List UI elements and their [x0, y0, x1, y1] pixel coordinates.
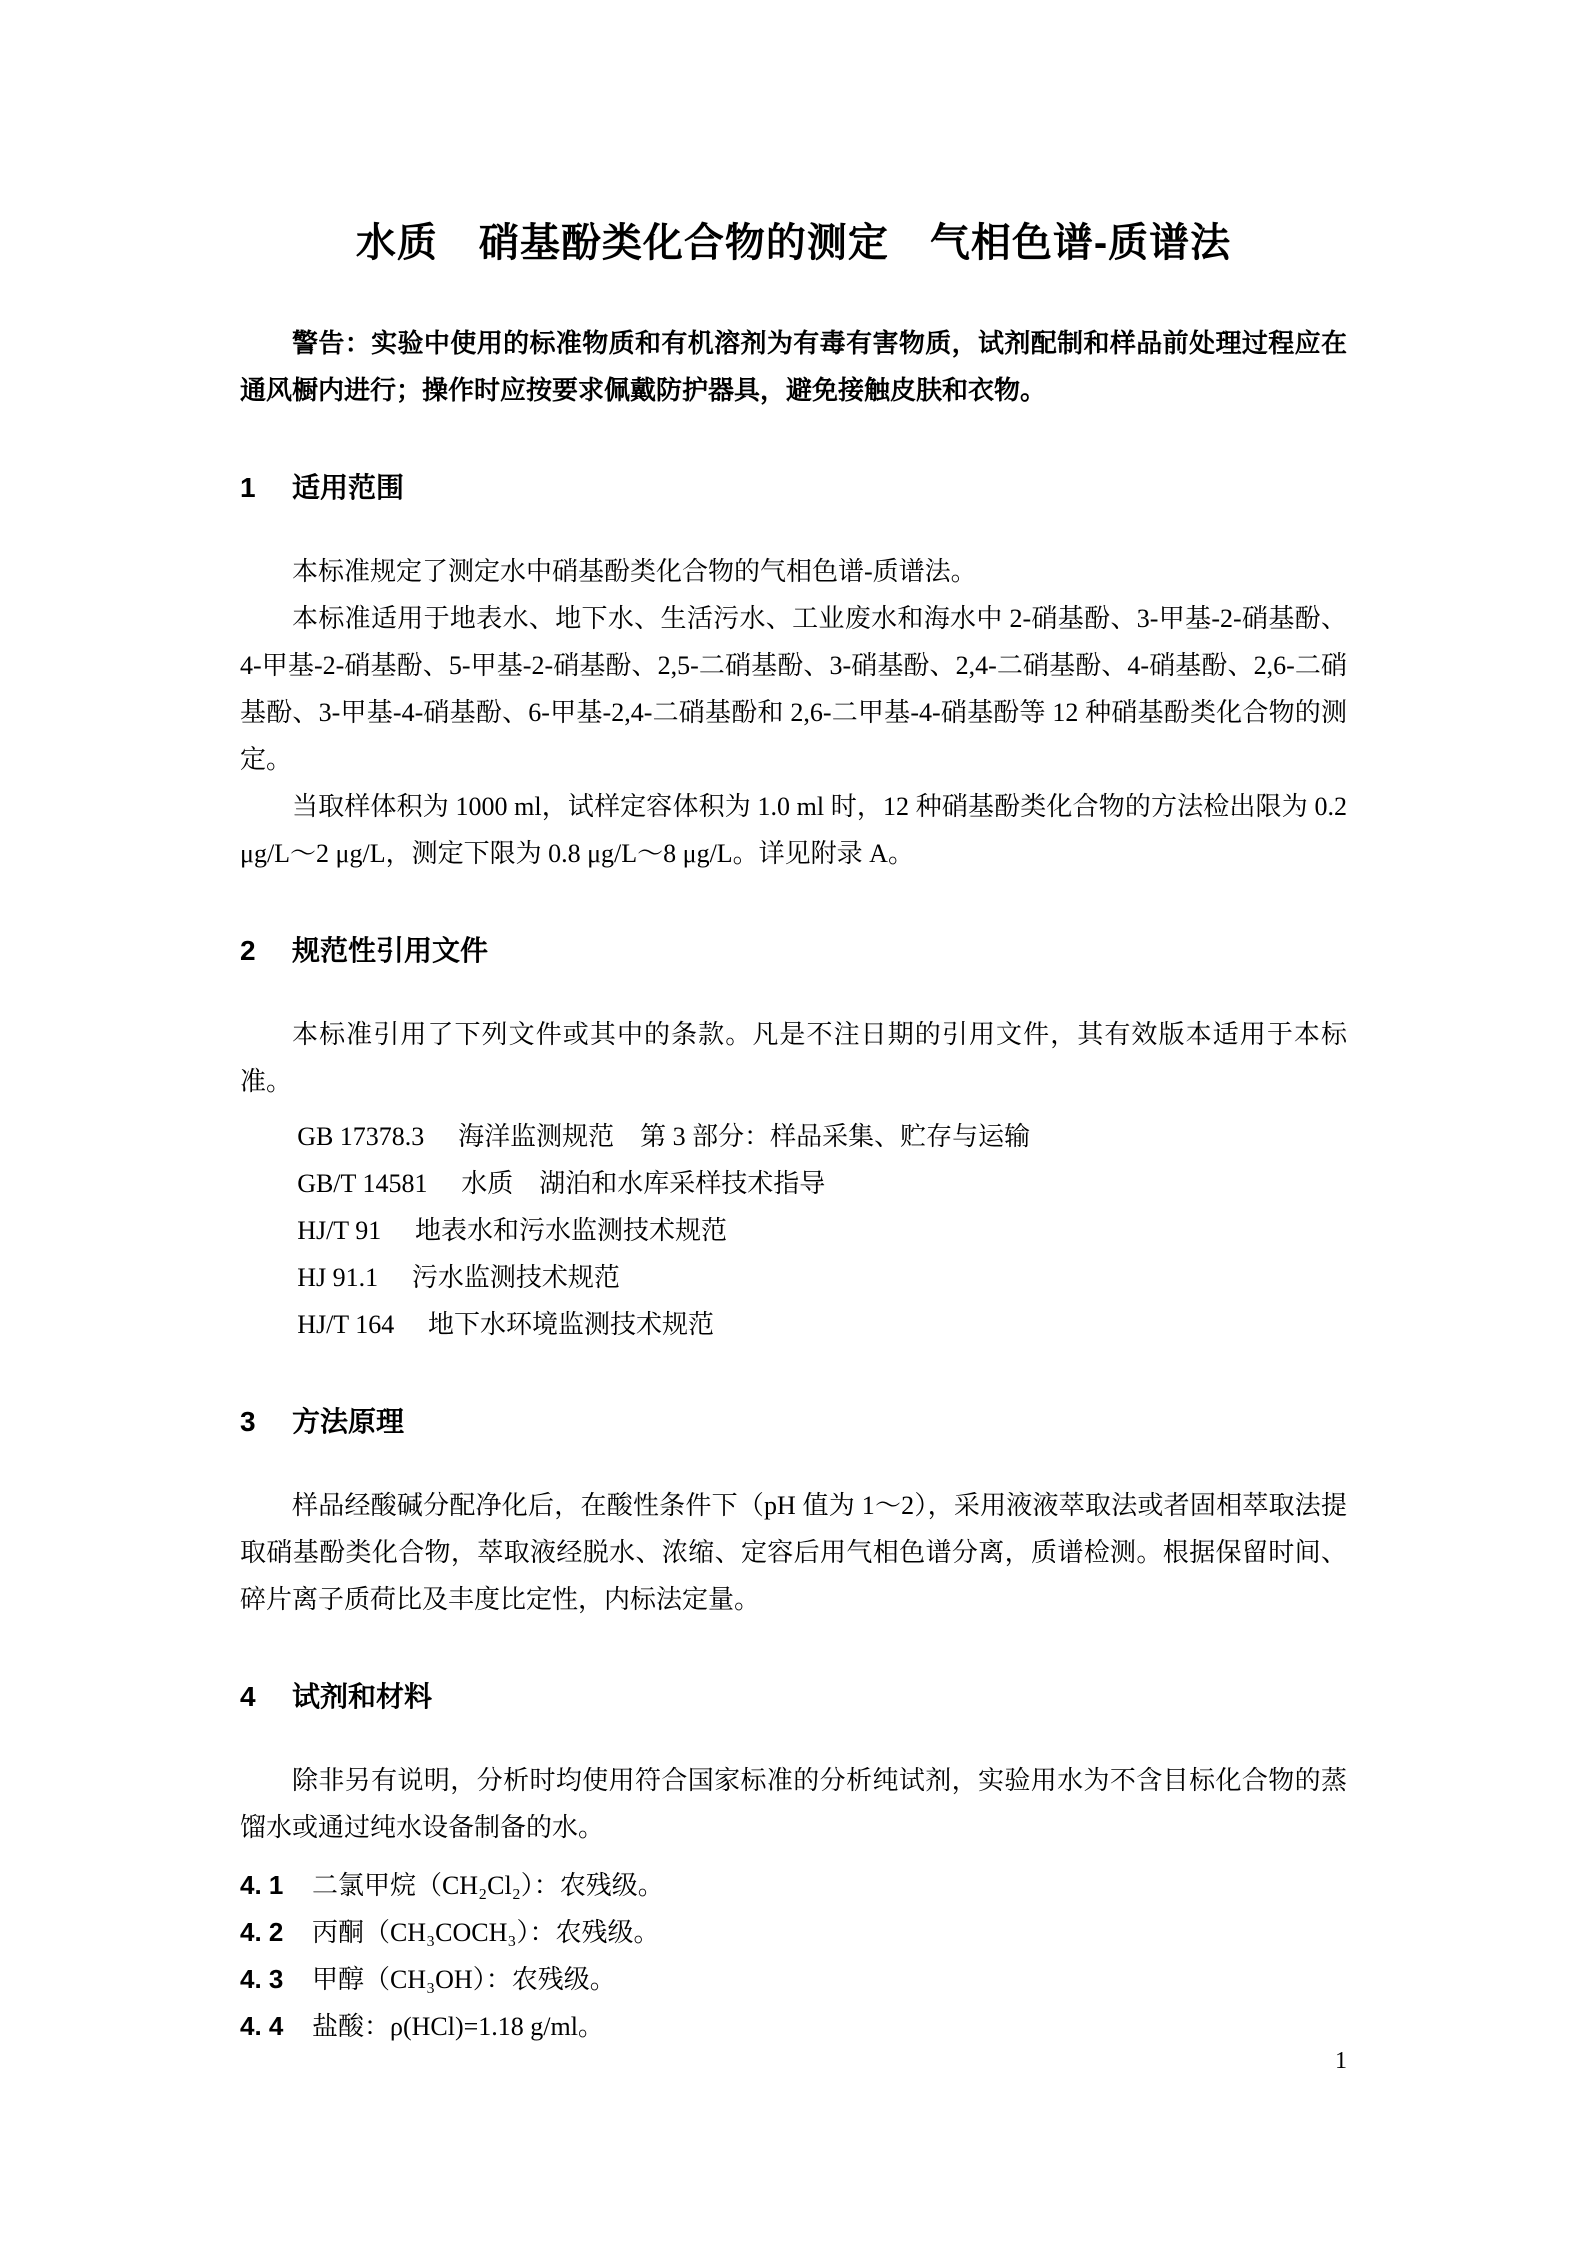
section-heading — [240, 1398, 1347, 1445]
section-number: 2 — [240, 935, 256, 966]
clause-number: 4. 1 — [240, 1870, 284, 1900]
reference-title: 水质 湖泊和水库采样技术指导 — [461, 1169, 826, 1198]
section-title: 规范性引用文件 — [291, 935, 488, 966]
section-reagents-materials — [240, 1673, 1347, 2050]
clause-number: 4. 4 — [240, 2011, 284, 2041]
paragraph: 本标准适用于地表水、地下水、生活污水、工业废水和海水中 2-硝基酚、3-甲基-2-硝基酚、4-甲基-2-硝基酚、5-甲基-2-硝基酚、2,5-二硝基酚、3-硝基酚、2,4-二硝基酚、4-硝基酚、2,6-二硝基酚、3-甲基-4-硝基酚、6-甲基-2,4-二硝基酚和 2,6-二甲基-4-硝基酚等 12 种硝基酚类化合物的测定。 — [240, 604, 1347, 774]
reference-item — [297, 1301, 1347, 1348]
clause-text: 盐酸：ρ(HCl)=1.18 g/ml。 — [311, 2012, 604, 2041]
paragraph: 本标准规定了测定水中硝基酚类化合物的气相色谱-质谱法。 — [292, 557, 977, 586]
clause-text: 丙酮（CH₃COCH₃）：农残级。 — [311, 1918, 660, 1947]
section-number: 4 — [240, 1681, 256, 1712]
reagent-list — [240, 1862, 1347, 2050]
reagent-item — [240, 1862, 1347, 1909]
reference-code: HJ 91.1 — [297, 1263, 379, 1292]
reference-code: HJ/T 164 — [297, 1310, 395, 1339]
reference-item — [297, 1254, 1347, 1301]
section-scope — [240, 464, 1347, 877]
clause-number: 4. 3 — [240, 1964, 284, 1994]
reference-title: 地表水和污水监测技术规范 — [415, 1216, 728, 1245]
clause-number: 4. 2 — [240, 1917, 284, 1947]
section-title: 试剂和材料 — [291, 1681, 432, 1712]
section-title: 适用范围 — [291, 472, 404, 503]
paragraph: 除非另有说明，分析时均使用符合国家标准的分析纯试剂，实验用水为不含目标化合物的蒸馏水或通过纯水设备制备的水。 — [240, 1766, 1347, 1842]
clause-text: 二氯甲烷（CH₂Cl₂）：农残级。 — [311, 1871, 664, 1900]
reference-list — [240, 1113, 1347, 1348]
section-heading — [240, 464, 1347, 511]
section-heading — [240, 927, 1347, 974]
reagent-item — [240, 2003, 1347, 2050]
section-number: 1 — [240, 472, 256, 503]
section-number: 3 — [240, 1406, 256, 1437]
reference-title: 污水监测技术规范 — [411, 1263, 620, 1292]
reference-item — [297, 1160, 1347, 1207]
reference-code: GB 17378.3 — [297, 1122, 425, 1151]
reagent-item — [240, 1909, 1347, 1956]
section-heading — [240, 1673, 1347, 1720]
page-number: 1 — [1335, 2048, 1347, 2074]
reagent-item — [240, 1956, 1347, 2003]
section-method-principle — [240, 1398, 1347, 1623]
reference-title: 地下水环境监测技术规范 — [428, 1310, 715, 1339]
clause-text: 甲醇（CH₃OH）：农残级。 — [311, 1965, 616, 1994]
reference-item — [297, 1113, 1347, 1160]
reference-code: HJ/T 91 — [297, 1216, 382, 1245]
section-title: 方法原理 — [291, 1406, 404, 1437]
document-title: 水质 硝基酚类化合物的测定 气相色谱-质谱法 — [355, 221, 1232, 265]
section-normative-references — [240, 927, 1347, 1348]
reference-item — [297, 1207, 1347, 1254]
paragraph: 当取样体积为 1000 ml，试样定容体积为 1.0 ml 时，12 种硝基酚类化合物的方法检出限为 0.2 μg/L～2 μg/L，测定下限为 0.8 μg/L～8 μg/L。详见附录 A。 — [240, 792, 1347, 868]
paragraph: 本标准引用了下列文件或其中的条款。凡是不注日期的引用文件，其有效版本适用于本标准。 — [240, 1020, 1347, 1096]
paragraph: 样品经酸碱分配净化后，在酸性条件下（pH 值为 1～2），采用液液萃取法或者固相萃取法提取硝基酚类化合物，萃取液经脱水、浓缩、定容后用气相色谱分离，质谱检测。根据保留时间、碎片离子质荷比及丰度比定性，内标法定量。 — [240, 1491, 1347, 1614]
warning-paragraph: 警告：实验中使用的标准物质和有机溶剂为有毒有害物质，试剂配制和样品前处理过程应在通风橱内进行；操作时应按要求佩戴防护器具，避免接触皮肤和衣物。 — [240, 328, 1347, 405]
reference-code: GB/T 14581 — [297, 1169, 428, 1198]
reference-title: 海洋监测规范 第 3 部分：样品采集、贮存与运输 — [458, 1122, 1031, 1151]
